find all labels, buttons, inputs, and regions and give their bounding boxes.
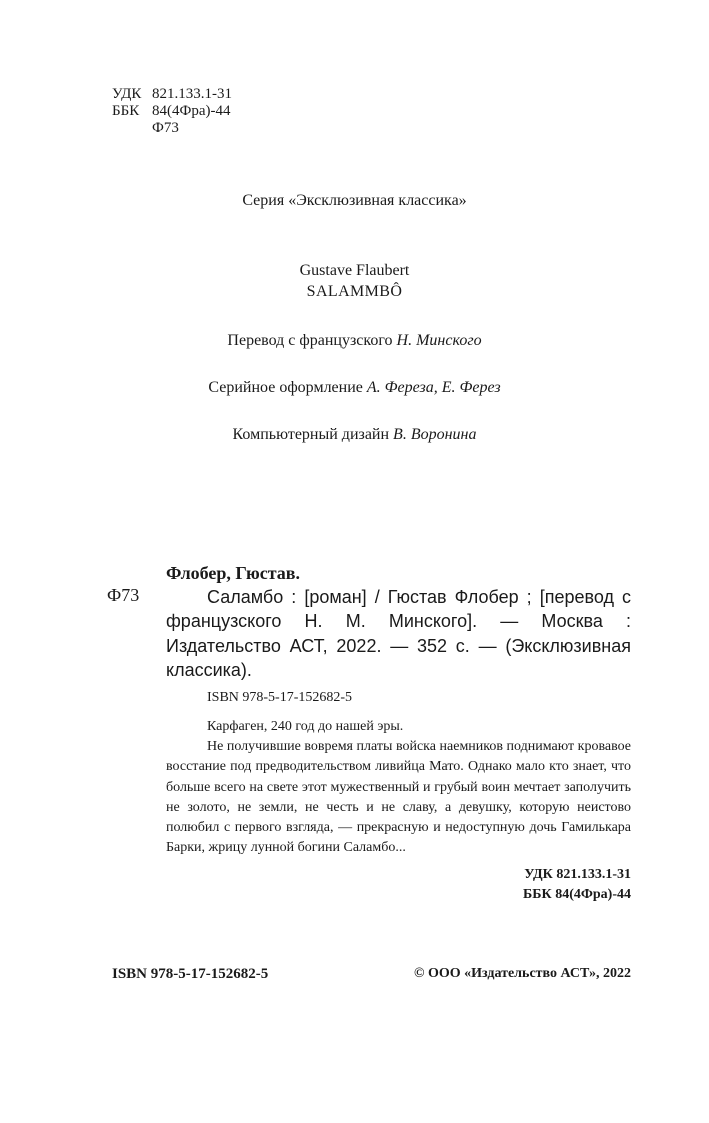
footer-isbn: ISBN 978-5-17-152682-5 [112, 966, 269, 982]
author-mark: Ф73 [152, 120, 179, 136]
serial-names: А. Фереза, Е. Ферез [366, 379, 501, 396]
record-author-heading: Флобер, Гюстав. [166, 563, 301, 583]
classification-block [112, 86, 232, 137]
footer-copyright: © ООО «Издательство АСТ», 2022 [413, 966, 631, 981]
bbk-row [112, 103, 232, 120]
record-author-mark: Ф73 [107, 585, 140, 605]
translator-label: Перевод с французского [227, 332, 393, 349]
serial-design-credit [0, 379, 709, 397]
bbk-value: 84(4Фра)-44 [152, 103, 231, 119]
annotation-line-2: Не получившие вовремя платы войска наемников поднимают кровавое восстание под предводительством ливийца Мато. Однако мало кто знает, что больше всего на свете этот мужественный и грубый воин мечтает заполучить не золото, не земли, не честь и не славу, а девушку, которую неистово полюбил с первого взгляда, — прекрасную и недоступную дочь Гамилькара Барки, жрицу лунной богини Саламбо... [166, 739, 631, 856]
design-name: В. Воронина [393, 426, 477, 443]
bbk-label: ББК [112, 103, 140, 119]
annotation [166, 717, 631, 858]
author-mark-row [112, 120, 232, 137]
annotation-line-1: Карфаген, 240 год до нашей эры. [207, 719, 404, 734]
design-label: Компьютерный дизайн [232, 426, 390, 443]
record-isbn: ISBN 978-5-17-152682-5 [207, 690, 353, 705]
series-title: Серия «Эксклюзивная классика» [242, 192, 467, 209]
bbk-full: ББК 84(4Фра)-44 [523, 887, 631, 902]
original-author: Gustave Flaubert [299, 262, 410, 279]
udk-row [112, 86, 232, 103]
original-title: SALAMMBÔ [306, 283, 403, 300]
record-description: Саламбо : [роман] / Гюстав Флобер ; [перевод с французского Н. М. Минского]. — Москва : Издательство АСТ, 2022. — 352 с. — (Эксклюзивная классика). [166, 587, 631, 680]
serial-label: Серийное оформление [208, 379, 363, 396]
udk-value: 821.133.1-31 [152, 86, 232, 102]
translator-name: Н. Минского [396, 332, 482, 349]
classification-summary [300, 865, 631, 905]
translator-credit [0, 332, 709, 350]
udk-label: УДК [112, 86, 142, 102]
udk-full: УДК 821.133.1-31 [524, 867, 631, 882]
computer-design-credit [0, 426, 709, 444]
